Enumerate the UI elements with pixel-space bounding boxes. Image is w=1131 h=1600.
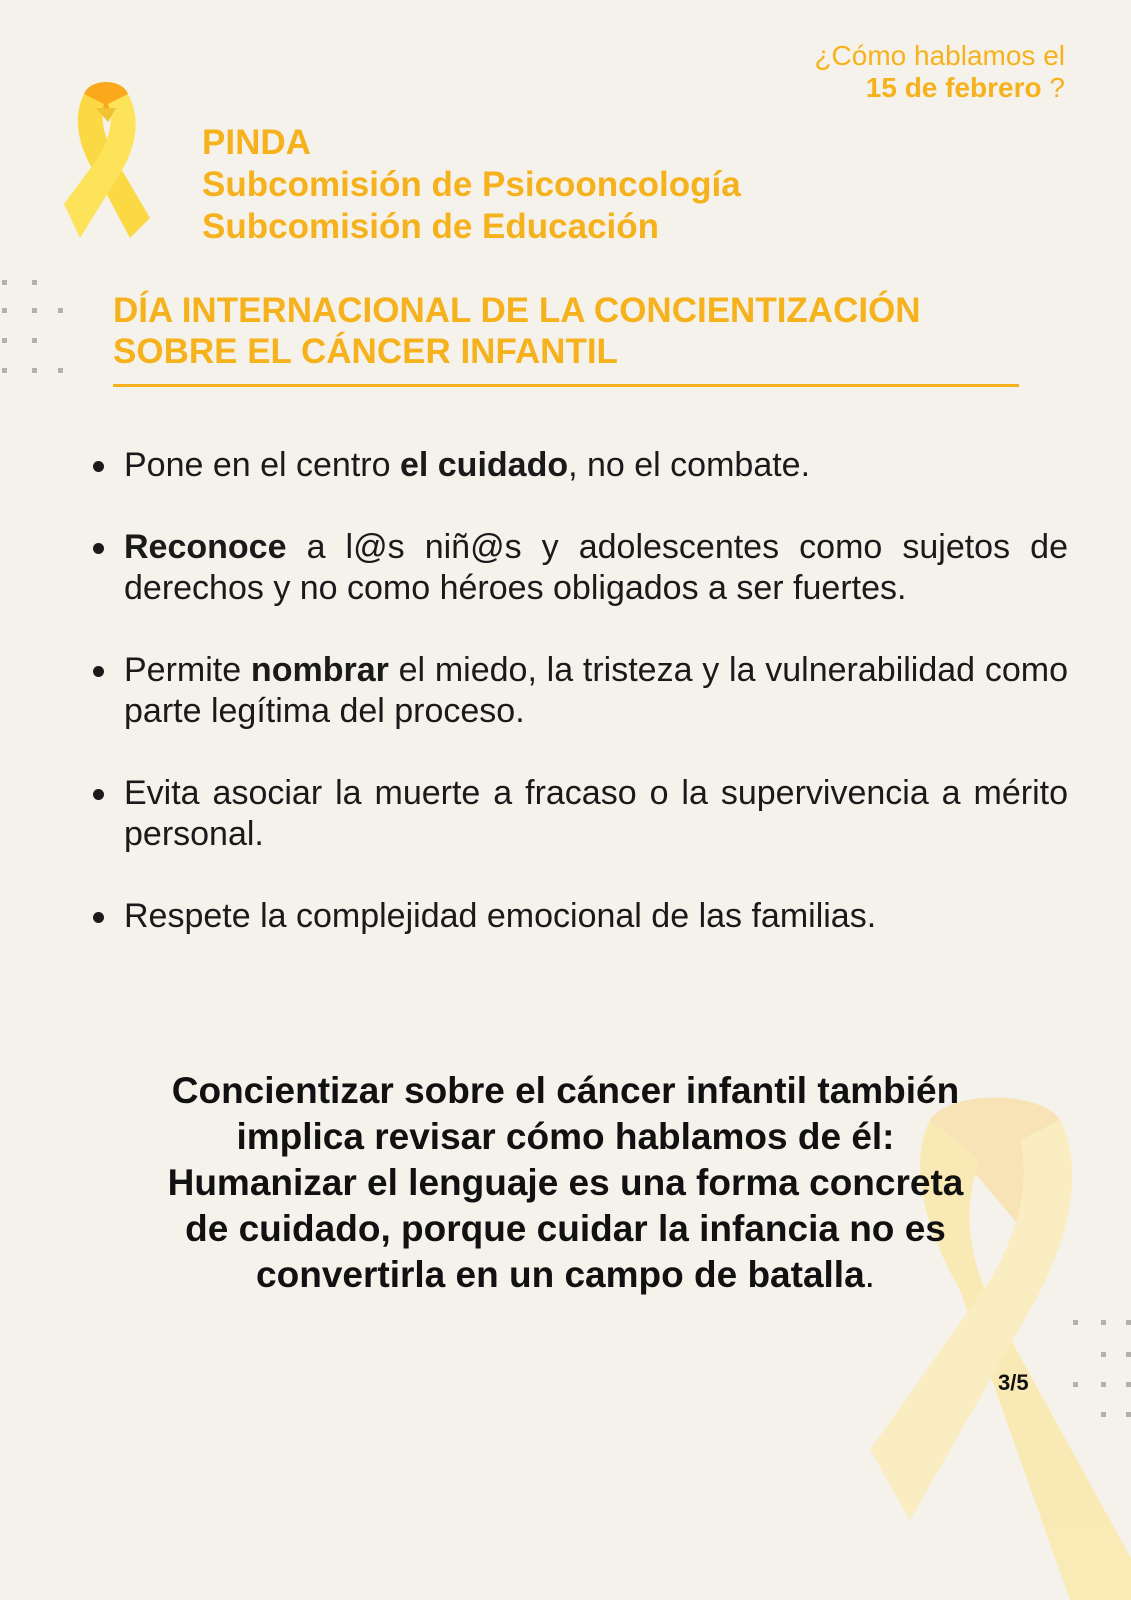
main-heading-line1: DÍA INTERNACIONAL DE LA CONCIENTIZACIÓN: [113, 291, 921, 330]
dot-grid-icon: [0, 280, 70, 380]
list-item: Reconoce a l@s niñ@s y adolescentes como sujetos de derechos y no como héroes obligados a ser fuertes.: [90, 527, 1068, 609]
subcommission-education: Subcomisión de Educación: [202, 207, 660, 246]
conclusion-line: implica revisar cómo hablamos de él:: [236, 1116, 895, 1157]
heading-divider: [113, 384, 1019, 387]
list-item: Pone en el centro el cuidado, no el combate.: [90, 445, 1068, 486]
conclusion-line: de cuidado, porque cuidar la infancia no es: [185, 1208, 946, 1249]
bullet-list: [90, 445, 1068, 978]
list-item: Respete la complejidad emocional de las familias.: [90, 896, 1068, 937]
list-item: Permite nombrar el miedo, la tristeza y la vulnerabilidad como parte legítima del proceso.: [90, 650, 1068, 732]
main-heading-line2: SOBRE EL CÁNCER INFANTIL: [113, 332, 618, 371]
page-number: 3/5: [998, 1370, 1029, 1395]
header-question: [814, 40, 1065, 104]
main-heading: [113, 290, 1043, 372]
org-name: PINDA: [202, 123, 311, 162]
awareness-ribbon-icon: [58, 78, 154, 242]
organization-block: [202, 122, 741, 248]
question-line: ¿Cómo hablamos el: [814, 40, 1065, 71]
dot-grid-icon: [1066, 1320, 1131, 1420]
subcommission-psycho: Subcomisión de Psicooncología: [202, 165, 741, 204]
conclusion-text: [60, 1068, 1071, 1298]
conclusion-line: convertirla en un campo de batalla.: [256, 1254, 875, 1295]
question-end: ?: [1041, 72, 1065, 103]
conclusion-line: Concientizar sobre el cáncer infantil también: [171, 1070, 960, 1111]
question-date-line: [814, 72, 1065, 104]
conclusion-line: Humanizar el lenguaje es una forma concreta: [167, 1162, 964, 1203]
list-item: Evita asociar la muerte a fracaso o la supervivencia a mérito personal.: [90, 773, 1068, 855]
question-date: 15 de febrero: [865, 72, 1042, 103]
